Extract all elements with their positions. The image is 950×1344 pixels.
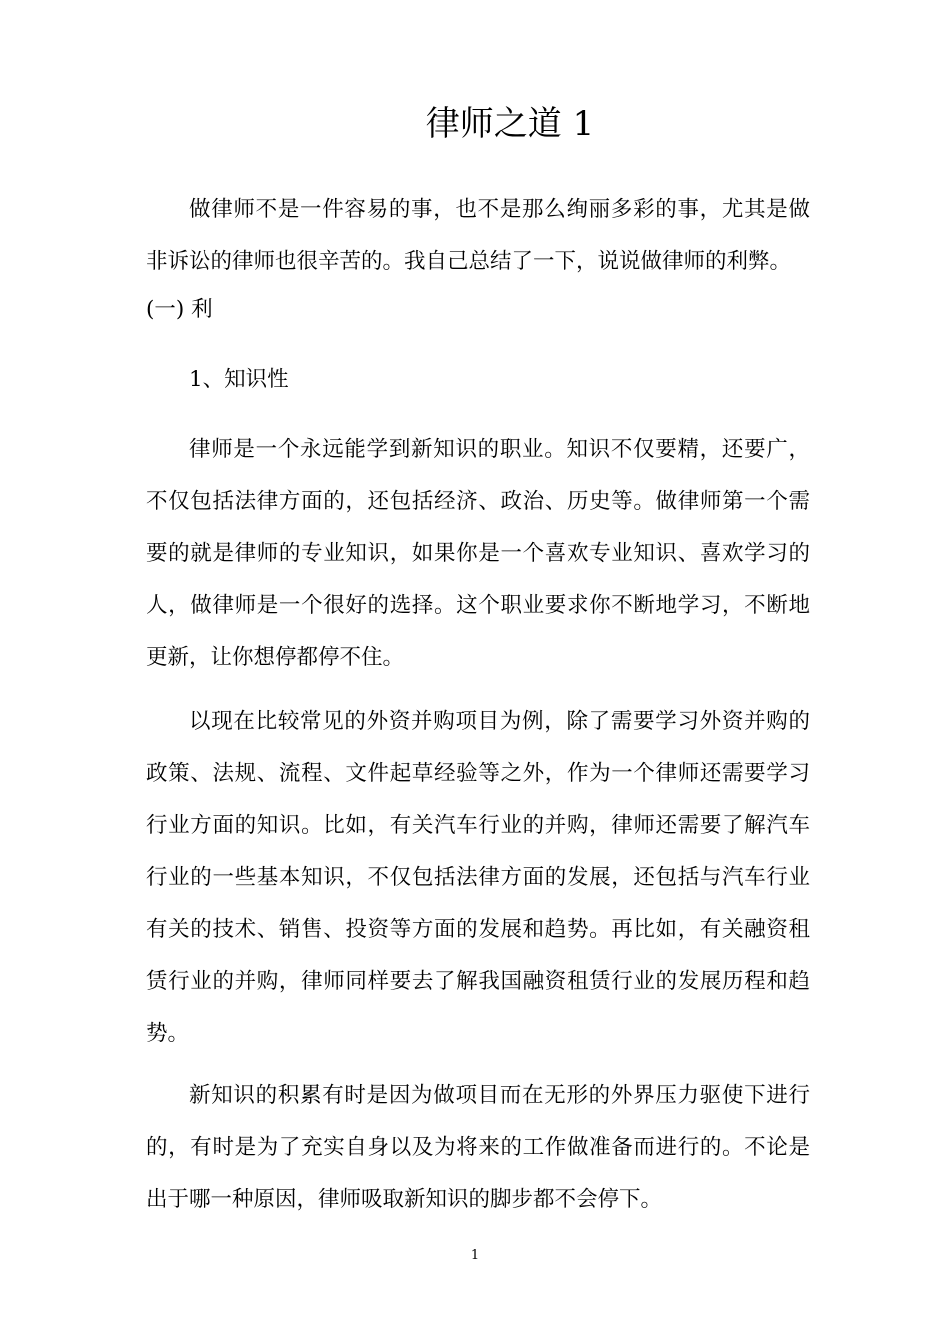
document-title: 律师之道 1 (425, 104, 595, 144)
paragraph-knowledge: 律师是一个永远能学到新知识的职业。知识不仅要精，还要广，不仅包括法律方面的，还包括经济、政治、历史等。做律师第一个需要的就是律师的专业知识，如果你是一个喜欢专业知识、喜欢学习的人，做律师是一个很好的选择。这个职业要求你不断地学习，不断地更新，让你想停都停不住。 (146, 437, 810, 670)
paragraph-accumulation: 新知识的积累有时是因为做项目而在无形的外界压力驱使下进行的，有时是为了充实自身以及为将来的工作做准备而进行的。不论是出于哪一种原因，律师吸取新知识的脚步都不会停下。 (146, 1083, 810, 1212)
paragraph-example: 以现在比较常见的外资并购项目为例，除了需要学习外资并购的政策、法规、流程、文件起草经验等之外，作为一个律师还需要学习行业方面的知识。比如，有关汽车行业的并购，律师还需要了解汽车行业的一些基本知识，不仅包括法律方面的发展，还包括与汽车行业有关的技术、销售、投资等方面的发展和趋势。再比如，有关融资租赁行业的并购，律师同样要去了解我国融资租赁行业的发展历程和趋势。 (146, 709, 810, 1046)
subheading-knowledge: 1、知识性 (189, 367, 289, 392)
section-heading-advantages: (一) 利 (146, 297, 213, 322)
page-number: 1 (470, 1248, 480, 1263)
paragraph-intro: 做律师不是一件容易的事，也不是那么绚丽多彩的事，尤其是做非诉讼的律师也很辛苦的。我自己总结了一下，说说做律师的利弊。 (146, 197, 810, 274)
